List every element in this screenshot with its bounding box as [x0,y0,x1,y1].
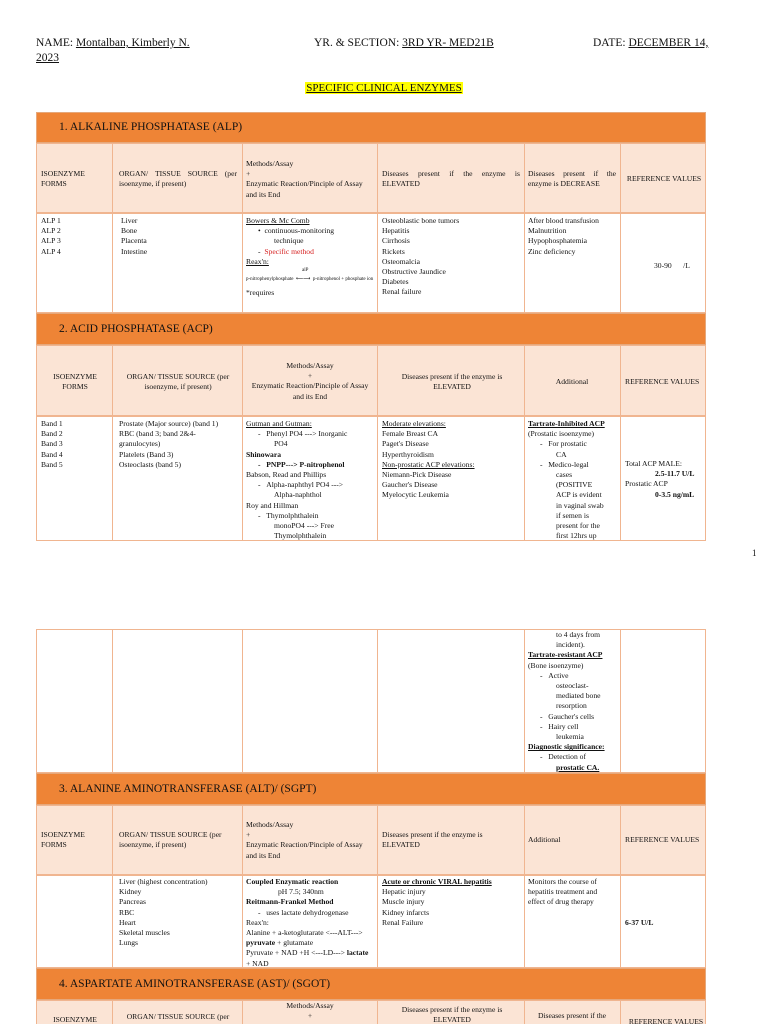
acp-th-elevated: Diseases present if the enzyme is ELEVATED [401,372,503,392]
ast-th-methods [246,1001,374,1021]
acp-method-gutman-2: PO4 [274,439,288,449]
list-item: Lungs [119,938,138,948]
alp-decrease-list [528,216,599,257]
name-label: NAME: [36,37,76,49]
ast-th-reference: REFERENCE VALUES [628,1017,704,1026]
acp-th-methods-2: + [307,371,313,381]
acp-add-b2-1: cases [556,470,573,480]
date-label: DATE: [593,37,629,49]
alt-reaction-label: Reax'n: [246,917,269,927]
list-item: Hepatic injury [382,887,426,897]
acp-add-title: Tartrate-Inhibited ACP [528,419,605,428]
alt-additional [528,877,597,908]
alt-reaction-3a: Pyruvate + NAD +H <---LD---> [246,948,347,958]
alt-th-elevated: Diseases present if the enzyme is ELEVATED [382,830,483,850]
alt-body-row [36,875,706,968]
list-item: Band 2 [41,429,63,439]
alt-th-reference: REFERENCE VALUES [625,835,700,844]
ast-header-row [36,1000,706,1024]
acp-method-roy-2: monoPO4 ---> Free [274,521,334,531]
list-item: Kidney [119,887,142,897]
acp-elev-nonprostatic: Non-prostatic ACP elevations: [382,459,475,469]
page-title-text: SPECIFIC CLINICAL ENZYMES [306,82,462,94]
ast-th-methods-1: Methods/Assay [286,1001,334,1010]
list-item: Liver (highest concentration) [119,877,208,886]
list-item: ALP 1 [41,216,61,225]
acp-method-babson: Babson, Read and Phillips [246,470,327,480]
acp-th-additional: Additional [555,377,589,386]
acp-th-reference: REFERENCE VALUES [625,377,700,386]
acp-th-methods [246,361,374,402]
section-heading-ast: 4. ASPARTATE AMINOTRANSFERASE (AST)/ (SGOT) [59,978,331,990]
alp-th-organ: ORGAN/ TISSUE SOURCE (per isoenzyme, if present) [119,169,237,189]
list-item: granulocytes) [119,439,161,449]
acp-th-organ: ORGAN/ TISSUE SOURCE (per isoenzyme, if present) [126,372,230,392]
section-heading-alt: 3. ALANINE AMINOTRANSFERASE (ALT)/ (SGPT) [59,783,317,795]
alp-th-methods [246,159,374,200]
date-line [593,37,708,49]
alt-th-additional: Additional [528,835,561,844]
list-item: Placenta [121,236,147,246]
list-item: Gaucher's Disease [382,480,438,490]
acp-cont-diag: Diagnostic significance: [528,742,605,752]
list-item: Muscle injury [382,897,425,907]
list-item: Liver [121,216,138,225]
list-item: Prostate (Major source) (band 1) [119,419,219,428]
acp-ref-prostatic-value: 0-3.5 ng/mL [655,489,695,499]
date-value: DECEMBER 14, [628,37,709,49]
alp-methods: Bowers & Mc Comb • continuous-monitoring technique - Specific method Reax'n: alP p-nitrophenylphosphate ⟵⟶ p-nitrophenol + phosphate ion *requires [246,216,376,298]
acp-additional: Tartrate-Inhibited ACP (Prostatic isoenzyme) - For prostatic CA - Medico-legal cases (POSITIVE ACP is evident in vaginal swab if semen is present for the first 12hrs up [528,419,618,541]
acp-th-isoenzyme: ISOENZYME FORMS [53,372,97,392]
acp-add-b2-0: Medico-legal [548,459,589,469]
acp-band-list [41,419,63,470]
acp-organ-list [119,419,218,470]
section-band-acp [36,313,706,345]
list-item: Female Breast CA [382,429,439,439]
name-value: Montalban, Kimberly N. [75,37,190,49]
list-item: Bone [121,226,138,236]
acp-method-roy-3: Thymolphthalein [274,531,327,541]
list-item: Hyperthyroidism [382,449,434,459]
acp-ref-total-value: 2.5-11.7 U/L [655,469,695,479]
alp-th-methods-2: + [246,169,251,179]
acp-cont-title: Tartrate-resistant ACP [528,650,603,660]
list-item: Renal Failure [382,917,424,927]
list-item: ALP 4 [41,246,61,256]
ast-th-organ: ORGAN/ TISSUE SOURCE (per [126,1012,230,1021]
section-band-ast [36,968,706,1000]
page-number: 1 [752,548,757,558]
acp-method-babson-1: Alpha-naphthyl PO4 ---> [266,480,344,490]
acp-method-shinowara-1: PNPP---> P-nitrophenol [266,459,345,469]
list-item: Monitors the course of [528,877,597,886]
list-item: Band 5 [41,459,63,469]
list-item: Heart [119,917,136,927]
acp-method-gutman-1: Phenyl PO4 ---> Inorganic [266,429,348,439]
alp-organ-list [121,216,147,257]
list-item: Malnutrition [528,226,567,236]
list-item: Osteoclasts (band 5) [119,459,181,469]
list-item: Zinc deficiency [528,246,576,256]
alt-method-2: Reitmann-Frankel Method [246,897,334,907]
acp-add-b2-2: (POSITIVE [556,480,593,490]
list-item: Osteoblastic bone tumors [382,216,460,225]
acp-method-roy: Roy and Hillman [246,500,299,510]
acp-reference [625,459,705,500]
alp-header-row [36,143,706,213]
alt-reaction-1: Alanine + a-ketoglutarate <---ALT---> [246,928,363,938]
section-label: YR. & SECTION: [314,37,403,49]
acp-continuation-row [36,629,706,773]
list-item: hepatitis treatment and [528,887,598,897]
list-item: Kidney infarcts [382,907,430,917]
ast-th-decrease: Diseases present if the [537,1011,607,1020]
list-item: Renal failure [382,287,422,297]
acp-add-sub: (Prostatic isoenzyme) [528,429,595,439]
acp-cont-b5b: leukemia [556,732,584,742]
list-item: Band 3 [41,439,63,449]
acp-cont-b4: Gaucher's cells [548,711,595,721]
alp-reaction-label: Reax'n: [246,256,269,266]
ast-th-isoenzyme: ISOENZYME [53,1015,97,1024]
list-item: RBC [119,907,135,917]
list-item: Osteomalcia [382,256,420,266]
acp-add-b1a: For prostatic [548,439,587,449]
alt-th-methods-1: Methods/Assay [246,820,294,829]
acp-cont-b3-0: Active [548,670,569,680]
acp-method-gutman: Gutman and Gutman: [246,419,312,428]
acp-th-methods-1: Methods/Assay [286,361,334,370]
alt-reaction-2b: + glutamate [275,938,314,948]
section-band-alt [36,773,706,805]
acp-ref-prostatic-label: Prostatic ACP [625,479,668,489]
alp-method-title: Bowers & Mc Comb [246,216,310,225]
alp-method-specific: Specific method [264,246,314,256]
alp-th-isoenzyme: ISOENZYME FORMS [41,169,85,189]
alt-th-methods [246,820,374,861]
acp-cont-b3-3: resorption [556,701,587,711]
acp-body-row [36,416,706,541]
list-item: After blood transfusion [528,216,599,225]
alt-th-methods-2: + [246,830,251,840]
list-item: Paget's Disease [382,439,429,449]
list-item: effect of drug therapy [528,897,594,907]
name-year-text: 2023 [36,52,59,64]
alp-th-methods-1: Methods/Assay [246,159,294,168]
alt-th-methods-3: Enzymatic Reaction/Pinciple of Assay and its End [246,840,363,860]
alp-th-decrease: Diseases present if the enzyme is DECREASE [528,169,616,189]
alp-method-bullet-1: continuous-monitoring [264,226,335,236]
alp-reference: 30-90 /L [654,261,690,270]
acp-header-row [36,345,706,416]
list-item: Skeletal muscles [119,928,170,938]
list-item: Band 4 [41,449,63,459]
alp-th-methods-3: Enzymatic Reaction/Pinciple of Assay and its End [246,179,363,199]
alt-reaction-2a: pyruvate [246,938,276,948]
acp-add-b2-4: in vaginal swab [556,500,604,510]
acp-cont-b3-2: mediated bone [556,691,601,701]
acp-add-b2-7: first 12hrs up [556,531,597,541]
acp-add-b2-3: ACP is evident [556,490,602,500]
ast-th-elevated-1: Diseases present if the enzyme is [401,1005,503,1014]
alt-reference: 6-37 U/L [625,918,654,927]
ast-th-elevated [387,1005,517,1025]
alp-isoenzyme-list [41,216,61,257]
acp-cont-b6a: Detection of [548,752,586,762]
acp-cont-b5a: Hairy cell [548,721,579,731]
alt-methods: Coupled Enzymatic reaction pH 7.5; 340nm Reitmann-Frankel Method - uses lactate dehydrogenase Reax'n: Alanine + a-ketoglutarate <---ALT---> pyruvate + glutamate Pyruvate + NAD +H <---LD---> lactate + NAD [246,877,376,969]
list-item: ALP 2 [41,226,61,236]
alp-th-reference: REFERENCE VALUES [626,174,702,183]
alt-elev-title: Acute or chronic VIRAL hepatitis [382,877,492,886]
alp-reaction-cofactor: alP [302,268,309,274]
section-heading-alp: 1. ALKALINE PHOSPHATASE (ALP) [59,121,243,133]
alp-th-elevated: Diseases present if the enzyme is ELEVATED [382,169,520,189]
acp-th-methods-3: Enzymatic Reaction/Pinciple of Assay and its End [251,381,369,401]
section-value: 3RD YR- MED21B [402,37,494,49]
alt-method-1: Coupled Enzymatic reaction [246,877,339,886]
ast-th-elevated-2: ELEVATED [433,1015,471,1025]
alp-reaction-left: p-nitrophenylphosphate [246,277,294,283]
acp-add-b1b: CA [556,449,567,459]
list-item: Myelocytic Leukemia [382,490,449,500]
acp-add-b2-5: if semen is [556,510,589,520]
alt-th-organ: ORGAN/ TISSUE SOURCE (per isoenzyme, if present) [119,830,222,850]
alt-elevated [382,877,492,928]
acp-cont-b3-1: osteoclast- [556,681,589,691]
alt-th-isoenzyme: ISOENZYME FORMS [41,830,85,850]
acp-cont-sub: (Bone isoenzyme) [528,660,584,670]
list-item: Niemann-Pick Disease [382,470,452,480]
list-item: Intestine [121,246,148,256]
name-line [36,37,190,49]
list-item: RBC (band 3; band 2&4- [119,429,196,439]
alp-elevated-list [382,216,459,298]
alp-body-row [36,213,706,313]
list-item: Cirrhosis [382,236,410,246]
list-item: ALP 3 [41,236,61,246]
alp-method-bullet-1b: technique [274,236,304,246]
alt-header-row [36,805,706,875]
section-band-alp [36,112,706,143]
acp-method-roy-1: Thymolphthalein [266,510,319,520]
acp-elev-moderate: Moderate elevations: [382,419,446,428]
list-item: Hepatitis [382,226,410,236]
acp-ref-total-label: Total ACP MALE: [625,459,682,468]
name-year [36,52,59,64]
alt-reaction-4: + NAD [246,958,269,968]
alt-method-1-sub: pH 7.5; 340nm [278,887,324,897]
section-line [314,37,494,49]
acp-cont-b2-0: to 4 days from [556,630,601,639]
acp-add-b2-6: present for the [556,521,600,531]
page-title [0,82,768,94]
alt-method-2-sub: uses lactate dehydrogenase [266,907,349,917]
acp-continuation-additional: to 4 days from incident). Tartrate-resistant ACP (Bone isoenzyme) - Active osteoclast- mediated bone resorption - Gaucher's cells - Hairy cell leukemia Diagnostic significance: - Detection of prostatic CA. [528,630,618,773]
section-heading-acp: 2. ACID PHOSPHATASE (ACP) [59,323,213,335]
list-item: Hypophosphatemia [528,236,588,246]
acp-method-babson-2: Alpha-naphthol [274,490,322,500]
acp-methods: Gutman and Gutman: - Phenyl PO4 ---> Inorganic PO4 Shinowara - PNPP---> P-nitrophenol Babson, Read and Phillips - Alpha-naphthyl PO4 ---> Alpha-naphthol Roy and Hillman - Thymolphthalein monoPO4 ---> Free Thymolphthalein [246,419,376,541]
list-item: Obstructive Jaundice [382,267,446,277]
list-item: Diabetes [382,277,409,287]
alp-reaction-right: p-nitrophenol + phosphate ion [312,277,374,283]
acp-method-shinowara: Shinowara [246,449,282,459]
alp-requires: *requires [246,288,275,298]
alt-organ-list [119,877,208,948]
list-item: Platelets (Band 3) [119,449,174,459]
alt-reaction-3b: lactate [346,948,369,958]
acp-cont-b2-1: incident). [556,640,585,650]
list-item: Rickets [382,246,405,256]
ast-th-methods-2: + [307,1011,313,1021]
list-item: Pancreas [119,897,146,907]
list-item: Band 1 [41,419,63,428]
acp-cont-b6b: prostatic CA. [556,762,600,772]
acp-elevated [382,419,475,501]
